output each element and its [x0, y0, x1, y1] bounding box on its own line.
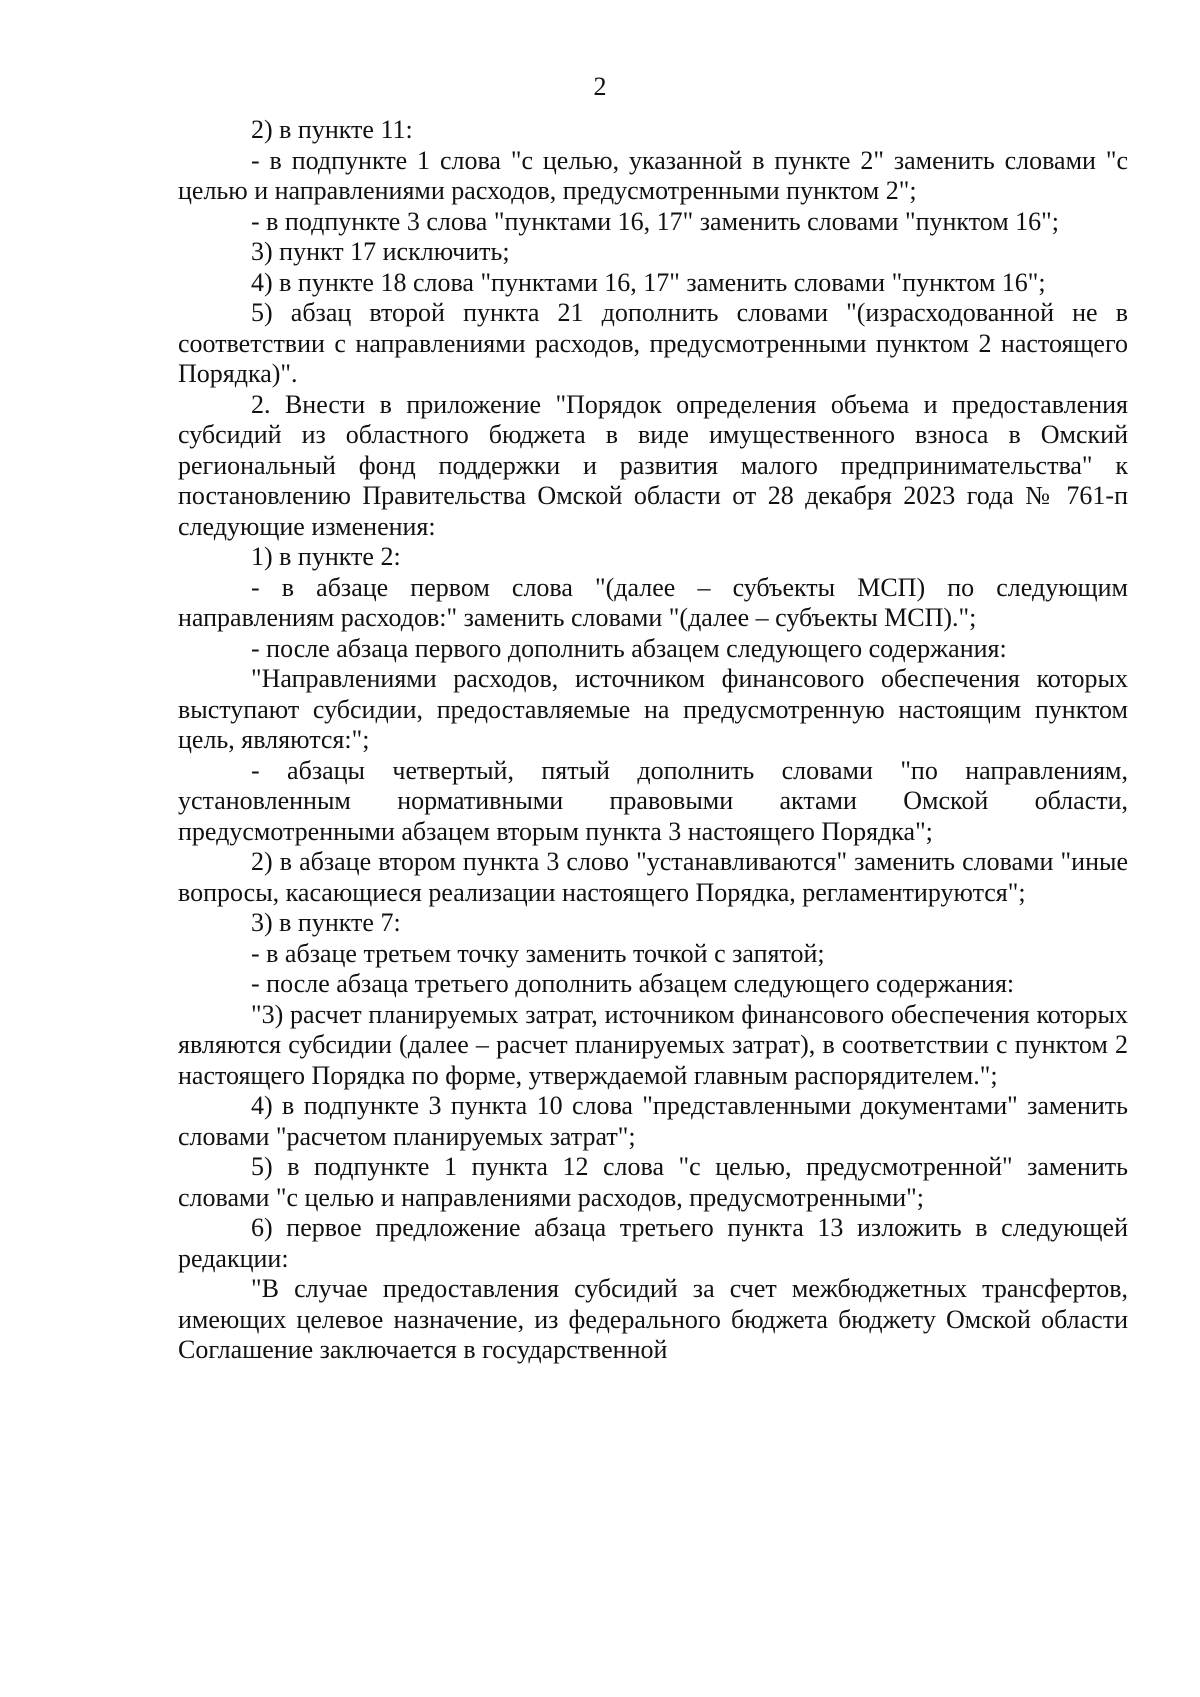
paragraph-p10: - после абзаца первого дополнить абзацем следующего содержания:	[251, 633, 1007, 663]
paragraph-p08: 1) в пункте 2:	[251, 542, 401, 571]
paragraph-p17: "3) расчет планируемых затрат, источником финансового обеспечения которых являются субсидии (далее – расчет планируемых затрат), в соответствии с пунктом 2 настоящего Порядка по форме, утверждаемой главным распорядителем.";	[178, 999, 1128, 1090]
paragraph-p12: - абзацы четвертый, пятый дополнить словами "по направлениям, установленным нормативными правовыми актами Омской области, предусмотренными абзацем вторым пункта 3 настоящего Порядка";	[178, 755, 1128, 846]
paragraph-p16: - после абзаца третьего дополнить абзацем следующего содержания:	[251, 969, 1015, 998]
paragraph-p20: 6) первое предложение абзаца третьего пункта 13 изложить в следующей редакции:	[178, 1213, 1128, 1273]
paragraph-p11: "Направлениями расходов, источником финансового обеспечения которых выступают субсидии, предоставляемые на предусмотренную настоящим пунктом цель, являются:";	[178, 664, 1128, 754]
paragraph-p03: - в подпункте 3 слова "пунктами 16, 17" заменить словами "пунктом 16";	[251, 206, 1060, 236]
paragraph-p13: 2) в абзаце втором пункта 3 слово "устанавливаются" заменить словами "иные вопросы, касающиеся реализации настоящего Порядка, регламентируются";	[178, 847, 1128, 907]
paragraph-p04: 3) пункт 17 исключить;	[251, 237, 510, 266]
paragraph-p07: 2. Внести в приложение "Порядок определения объема и предоставления субсидий из областного бюджета в виде имущественного взноса в Омский региональный фонд поддержки и развития малого предпринимательства" к постановлению Правительства Омской области от 28 декабря 2023 года № 761-п следующие изменения:	[178, 389, 1128, 541]
page-number: 2	[593, 72, 607, 101]
paragraph-p19: 5) в подпункте 1 пункта 12 слова "с целью, предусмотренной" заменить словами "с целью и направлениями расходов, предусмотренными";	[178, 1152, 1128, 1212]
paragraph-p21: "В случае предоставления субсидий за счет межбюджетных трансфертов, имеющих целевое назначение, из федерального бюджета бюджету Омской области Соглашение заключается в государственной	[178, 1274, 1128, 1364]
paragraph-p09: - в абзаце первом слова "(далее – субъекты МСП) по следующим направлениям расходов:" заменить словами "(далее – субъекты МСП).";	[178, 572, 1128, 632]
paragraph-p01: 2) в пункте 11:	[251, 115, 413, 144]
paragraph-p15: - в абзаце третьем точку заменить точкой с запятой;	[251, 938, 825, 968]
document-body	[178, 115, 1128, 1366]
paragraph-p02: - в подпункте 1 слова "с целью, указанной в пункте 2" заменить словами "с целью и направлениями расходов, предусмотренными пунктом 2";	[178, 145, 1128, 205]
paragraph-p06: 5) абзац второй пункта 21 дополнить словами "(израсходованной не в соответствии с направлениями расходов, предусмотренными пунктом 2 настоящего Порядка)".	[178, 298, 1128, 388]
paragraph-p14: 3) в пункте 7:	[251, 908, 401, 937]
paragraph-p05: 4) в пункте 18 слова "пунктами 16, 17" заменить словами "пунктом 16";	[251, 267, 1046, 297]
paragraph-p18: 4) в подпункте 3 пункта 10 слова "представленными документами" заменить словами "расчетом планируемых затрат";	[178, 1091, 1128, 1151]
